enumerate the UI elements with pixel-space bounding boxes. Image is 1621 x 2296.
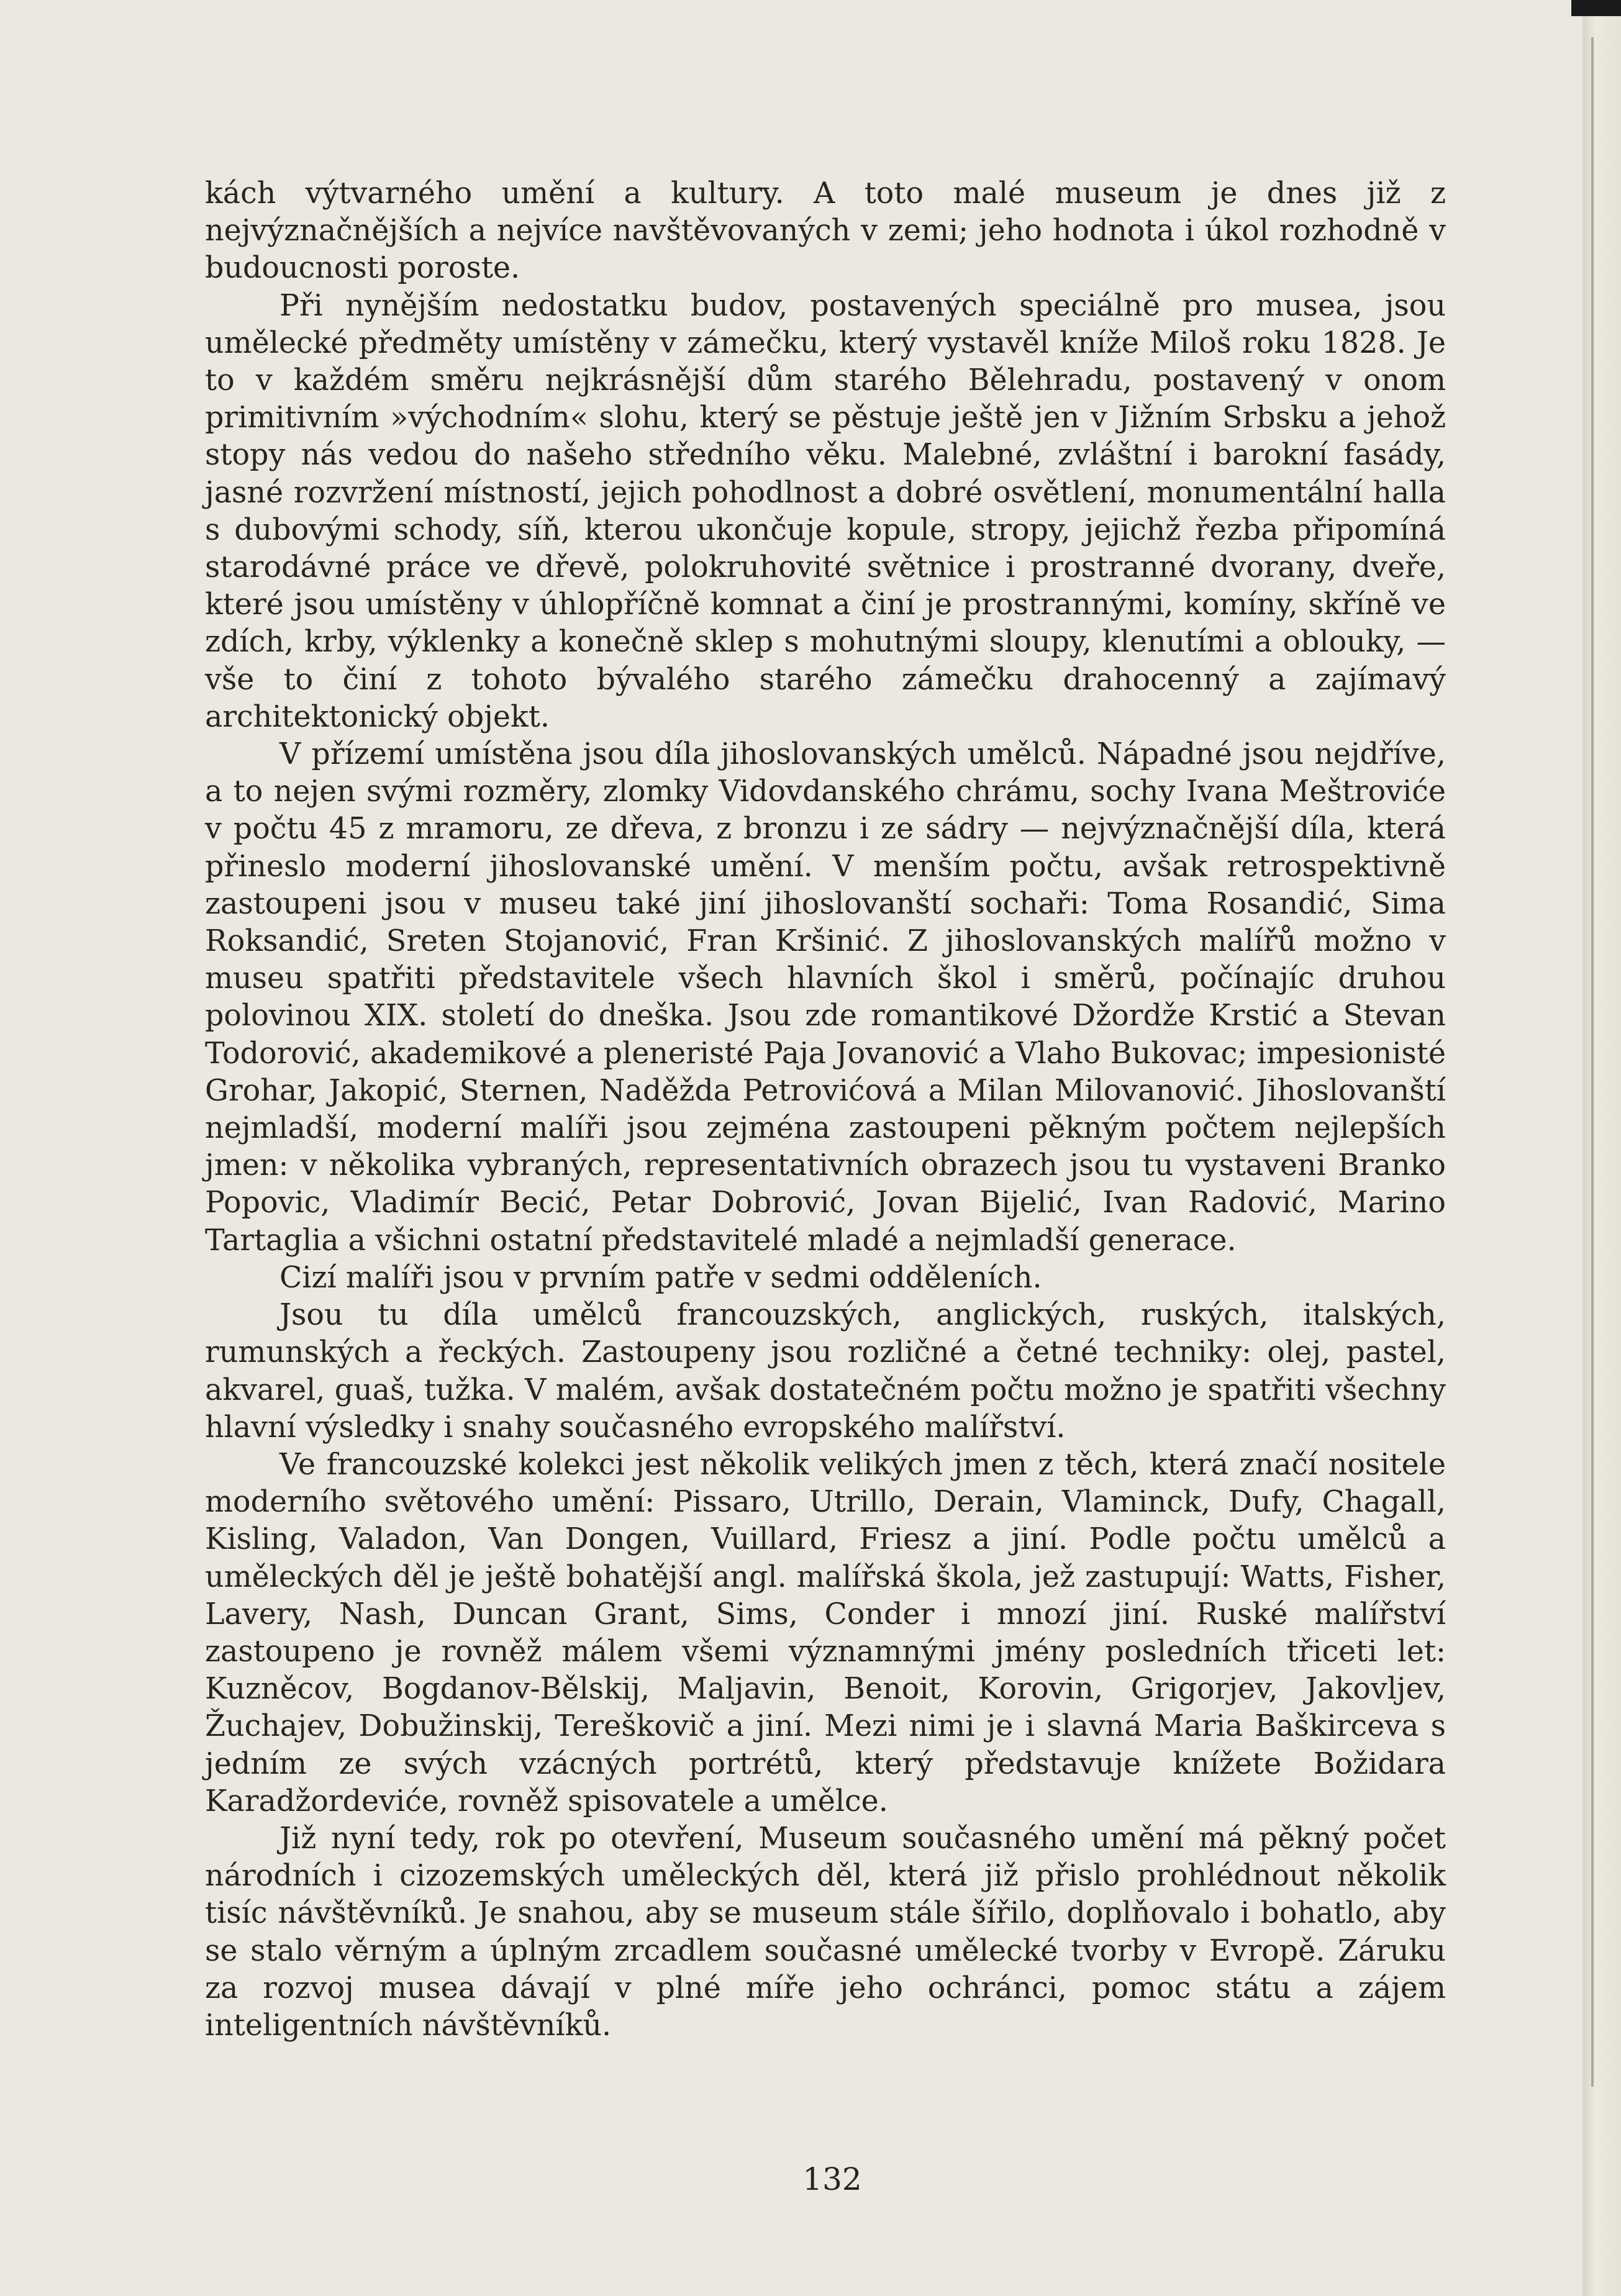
binding-line — [1591, 37, 1594, 2087]
scan-corner-bar — [1571, 0, 1621, 16]
paragraph-6: Ve francouzské kolekci jest několik velikých jmen z těch, která značí nositele moderního světového umění: Pissaro, Utrillo, Derain, Vlaminck, Dufy, Chagall, Kisling, Valadon, Van Dongen, Vuillard, Friesz a jiní. Podle počtu umělců a uměleckých děl je ještě bohatější angl. malířská škola, jež zastupují: Watts, Fisher, Lavery, Nash, Duncan Grant, Sims, Conder i mnozí jiní. Ruské malířství zastoupeno je rovněž málem všemi významnými jmény posledních třiceti let: Kuzněcov, Bogdanov-Bělskij, Maljavin, Benoit, Korovin, Grigorjev, Jakovljev, Žuchajev, Dobužinskij, Tereškovič a jiní. Mezi nimi je i slavná Maria Baškirceva s jedním ze svých vzácných portrétů, který představuje knížete Božidara Karadžordeviće, rovněž spisovatele a umělce. — [205, 1447, 1446, 1818]
body-text — [205, 175, 1446, 2044]
paragraph-3: V přízemí umístěna jsou díla jihoslovanských umělců. Nápadné jsou nejdříve, a to nejen svými rozměry, zlomky Vidovdanského chrámu, sochy Ivana Meštroviće v počtu 45 z mramoru, ze dřeva, z bronzu i ze sádry — nejvýznačnější díla, která přineslo moderní jihoslovanské umění. V menším počtu, avšak retrospektivně zastoupeni jsou v museu také jiní jihoslovanští sochaři: Toma Rosandić, Sima Roksandić, Sreten Stojanović, Fran Kršinić. Z jihoslovanských malířů možno v museu spatřiti představitele všech hlavních škol i směrů, počínajíc druhou polovinou XIX. století do dneška. Jsou zde romantikové Džordže Krstić a Stevan Todorović, akademikové a pleneristé Paja Jovanović a Vlaho Bukovac; impesionisté Grohar, Jakopić, Sternen, Naděžda Petrovićová a Milan Milovanović. Jihoslovanští nejmladší, moderní malíři jsou zejména zastoupeni pěkným počtem nejlepších jmen: v několika vybraných, representativních obrazech jsou tu vystaveni Branko Popovic, Vladimír Becić, Petar Dobrović, Jovan Bijelić, Ivan Radović, Marino Tartaglia a všichni ostatní představitelé mladé a nejmladší generace. — [205, 737, 1446, 1258]
paragraph-4: Cizí malíři jsou v prvním patře v sedmi odděleních. — [279, 1260, 1042, 1295]
page-number: 132 — [802, 2161, 862, 2197]
paragraph-5: Jsou tu díla umělců francouzských, anglických, ruských, italských, rumunských a řeckých. Zastoupeny jsou rozličné a četné techniky: olej, pastel, akvarel, guaš, tužka. V malém, avšak dostatečném počtu možno je spatřiti všechny hlavní výsledky i snahy současného evropského malířství. — [205, 1298, 1446, 1445]
paragraph-7: Již nyní tedy, rok po otevření, Museum současného umění má pěkný počet národních i cizozemských uměleckých děl, která již přislo prohlédnout několik tisíc návštěvníků. Je snahou, aby se museum stále šířilo, doplňovalo i bohatlo, aby se stalo věrným a úplným zrcadlem současné umělecké tvorby v Evropě. Záruku za rozvoj musea dávají v plné míře jeho ochránci, pomoc státu a zájem inteligentních návštěvníků. — [205, 1821, 1446, 2043]
paragraph-1: kách výtvarného umění a kultury. A toto malé museum je dnes již z nejvýznačnějších a nejvíce navštěvovaných v zemi; jeho hodnota i úkol rozhodně v budoucnosti poroste. — [205, 176, 1446, 286]
paragraph-2: Při nynějším nedostatku budov, postavených speciálně pro musea, jsou umělecké předměty umístěny v zámečku, který vystavěl kníže Miloš roku 1828. Je to v každém směru nejkrásnější dům starého Bělehradu, postavený v onom primitivním »východním« slohu, který se pěstuje ještě jen v Jižním Srbsku a jehož stopy nás vedou do našeho středního věku. Malebné, zvláštní i barokní fasády, jasné rozvržení místností, jejich pohodlnost a dobré osvětlení, monumentální halla s dubovými schody, síň, kterou ukončuje kopule, stropy, jejichž řezba připomíná starodávné práce ve dřevě, polokruhovité světnice i prostranné dvorany, dveře, které jsou umístěny v úhlopříčně komnat a činí je prostrannými, komíny, skříně ve zdích, krby, výklenky a konečně sklep s mohutnými sloupy, klenutími a oblouky, — vše to činí z tohoto bývalého starého zámečku drahocenný a zajímavý architektonický objekt. — [205, 288, 1446, 734]
scan-edge — [1582, 0, 1621, 2296]
